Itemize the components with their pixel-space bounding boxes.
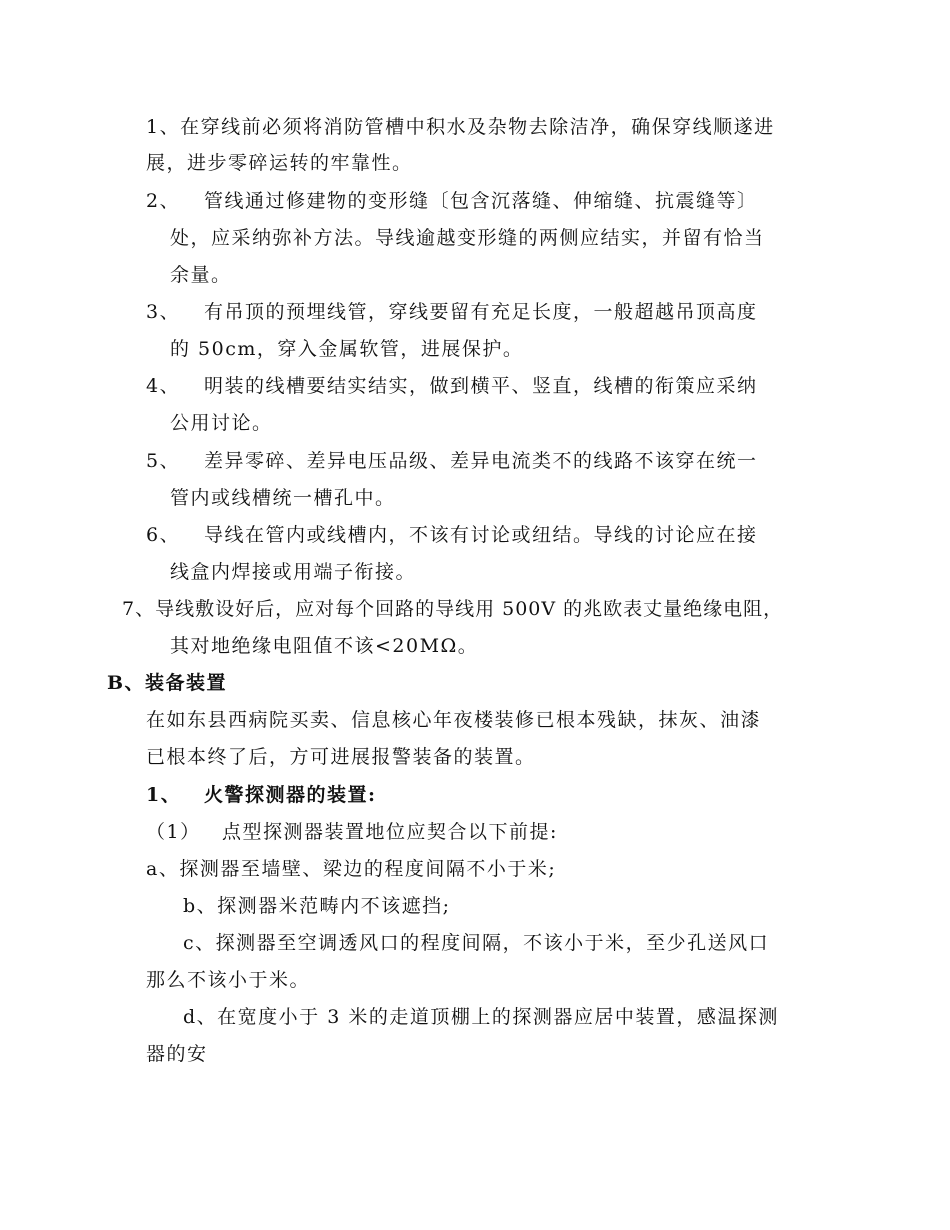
item-6-line-2: 线盒内焊接或用端子衔接。 — [170, 561, 417, 583]
item-7-line-1: 7、导线敷设好后，应对每个回路的导线用 500V 的兆欧表丈量绝缘电阻， — [122, 598, 784, 620]
section-b-intro-line-1: 在如东县西病院买卖、信息核心年夜楼装修已根本残缺，抹灰、油漆 — [146, 709, 762, 731]
item-5-line-2: 管内或线槽统一槽孔中。 — [170, 487, 396, 509]
item-7-line-2: 其对地绝缘电阻值不该<20MΩ。 — [170, 635, 479, 657]
item-6-number: 6、 — [146, 524, 181, 546]
section-b-heading: B、装备装置 — [107, 672, 228, 694]
item-4-line-1: 明装的线槽要结实结实，做到横平、竖直，线槽的衔策应采纳 — [204, 375, 758, 397]
item-5-line-1: 差异零碎、差异电压品级、差异电流类不的线路不该穿在统一 — [204, 450, 758, 472]
item-5-number: 5、 — [146, 450, 181, 472]
item-2-line-2: 处，应采纳弥补方法。导线逾越变形缝的两侧应结实，并留有恰当 — [170, 227, 765, 249]
item-2-line-3: 余量。 — [170, 264, 232, 286]
item-1-line-2: 展，进步零碎运转的牢靠性。 — [146, 152, 413, 174]
item-c-line-2: 那么不该小于米。 — [146, 969, 311, 991]
item-a: a、探测器至墙壁、梁边的程度间隔不小于米; — [146, 858, 557, 880]
subsection-1-number: 1、 — [146, 784, 182, 806]
item-2-line-1: 管线通过修建物的变形缝〔包含沉落缝、伸缩缝、抗震缝等〕 — [204, 190, 758, 212]
item-3-line-1: 有吊顶的预埋线管，穿线要留有充足长度，一般超越吊顶高度 — [204, 301, 758, 323]
item-4-number: 4、 — [146, 375, 181, 397]
item-d-line-1: d、在宽度小于 3 米的走道顶棚上的探测器应居中装置，感温探测 — [183, 1006, 779, 1028]
item-2-number: 2、 — [146, 190, 181, 212]
point-1-text: 点型探测器装置地位应契合以下前提: — [222, 821, 558, 843]
section-b-intro-line-2: 已根本终了后，方可进展报警装备的装置。 — [146, 746, 536, 768]
item-d-line-2: 器的安 — [146, 1043, 208, 1065]
point-1-number: （1） — [146, 821, 201, 843]
item-3-line-2: 的 50cm，穿入金属软管，进展保护。 — [170, 338, 524, 360]
item-4-line-2: 公用讨论。 — [170, 412, 273, 434]
item-6-line-1: 导线在管内或线槽内，不该有讨论或纽结。导线的讨论应在接 — [204, 524, 758, 546]
item-3-number: 3、 — [146, 301, 181, 323]
subsection-1-title: 火警探测器的装置: — [204, 784, 377, 806]
item-c-line-1: c、探测器至空调透风口的程度间隔，不该小于米，至少孔送风口 — [183, 932, 770, 954]
item-1-line-1: 1、在穿线前必须将消防管槽中积水及杂物去除洁净，确保穿线顺遂进 — [146, 116, 775, 138]
item-b: b、探测器米范畴内不该遮挡; — [183, 895, 451, 917]
